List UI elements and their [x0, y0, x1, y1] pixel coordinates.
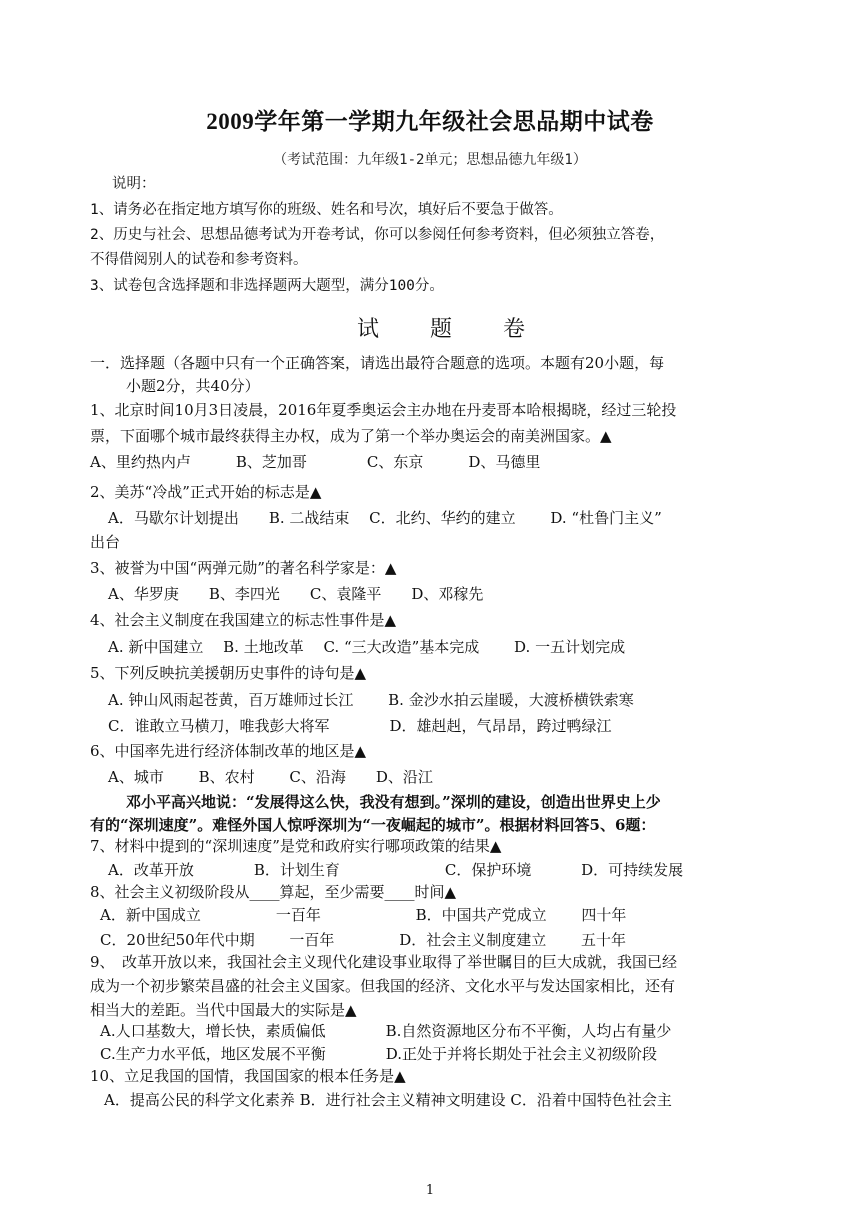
question-9-options-b: C.生产力水平低，地区发展不平衡 D.正处于并将长期处于社会主义初级阶段 [100, 1045, 657, 1063]
question-10: 10、立足我国的国情，我国国家的根本任务是▲ [90, 1067, 406, 1085]
question-2: 2、美苏“冷战”正式开始的标志是▲ [90, 483, 322, 501]
instructions-heading: 说明： [112, 176, 156, 192]
question-8-options-a: A．新中国成立 一百年 B．中国共产党成立 四十年 [100, 906, 627, 924]
instruction-item-1: 1、请务必在指定地方填写你的班级、姓名和号次，填好后不要急于做答。 [90, 202, 563, 218]
instruction-item-3: 3、试卷包含选择题和非选择题两大题型，满分100分。 [90, 278, 444, 294]
exam-title: 2009学年第一学期九年级社会思品期中试卷 [206, 109, 654, 134]
question-1-options: A、里约热内卢 B、芝加哥 C、东京 D、马德里 [90, 453, 541, 471]
instruction-item-2-cont: 不得借阅别人的试卷和参考资料。 [90, 252, 308, 268]
question-6: 6、中国率先进行经济体制改革的地区是▲ [90, 742, 367, 760]
question-10-options: A．提高公民的科学文化素养 B．进行社会主义精神文明建设 C．沿着中国特色社会主 [104, 1091, 672, 1109]
question-8: 8、社会主义初级阶段从____算起，至少需要____时间▲ [90, 883, 457, 901]
part-one-heading-cont: 小题2分，共40分） [126, 377, 260, 395]
instruction-item-2: 2、历史与社会、思想品德考试为开卷考试，你可以参阅任何参考资料，但必须独立答卷， [90, 227, 665, 243]
material-text-line-2: 有的“深圳速度”。难怪外国人惊呼深圳为“一夜崛起的城市”。根据材料回答5、6题： [90, 816, 656, 834]
part-one-heading: 一．选择题（各题中只有一个正确答案，请选出最符合题意的选项。本题有20小题，每 [90, 354, 665, 372]
question-1-line-1: 1、北京时间10月3日凌晨，2016年夏季奥运会主办地在丹麦哥本哈根揭晓，经过三轮投 [90, 401, 677, 419]
question-5: 5、下列反映抗美援朝历史事件的诗句是▲ [90, 664, 367, 682]
question-2-options-cont: 出台 [90, 533, 121, 551]
question-2-options: A．马歇尔计划提出 B. 二战结束 C．北约、华约的建立 D. “杜鲁门主义” [108, 509, 662, 527]
material-text-line-1: 邓小平高兴地说：“发展得这么快，我没有想到。”深圳的建设，创造出世界史上少 [126, 793, 661, 811]
question-3: 3、被誉为中国“两弹元勋”的著名科学家是：▲ [90, 559, 397, 577]
question-9-line-3: 相当大的差距。当代中国最大的实际是▲ [90, 1001, 357, 1019]
question-6-options: A、城市 B、农村 C、沿海 D、沿江 [108, 768, 433, 786]
question-5-options-b: C．谁敢立马横刀，唯我彭大将军 D．雄赳赳，气昂昂，跨过鸭绿江 [108, 717, 612, 735]
question-3-options: A、华罗庚 B、李四光 C、袁隆平 D、邓稼先 [108, 585, 484, 603]
question-8-options-b: C．20世纪50年代中期 一百年 D．社会主义制度建立 五十年 [100, 931, 626, 949]
page-number: 1 [425, 1183, 435, 1198]
question-9-line-1: 9、 改革开放以来，我国社会主义现代化建设事业取得了举世瞩目的巨大成就，我国已经 [90, 953, 678, 971]
question-1-line-2: 票，下面哪个城市最终获得主办权，成为了第一个举办奥运会的南美洲国家。▲ [90, 427, 612, 445]
exam-subtitle: （考试范围：九年级1-2单元；思想品德九年级1） [273, 152, 587, 168]
question-7-options: A．改革开放 B．计划生育 C．保护环境 D．可持续发展 [108, 861, 684, 879]
question-7: 7、材料中提到的“深圳速度”是党和政府实行哪项政策的结果▲ [90, 837, 502, 855]
question-5-options-a: A. 钟山风雨起苍黄，百万雄师过长江 B. 金沙水拍云崖暖，大渡桥横铁索寒 [108, 691, 634, 709]
question-9-line-2: 成为一个初步繁荣昌盛的社会主义国家。但我国的经济、文化水平与发达国家相比，还有 [90, 977, 676, 995]
question-9-options-a: A.人口基数大，增长快，素质偏低 B.自然资源地区分布不平衡，人均占有量少 [100, 1022, 672, 1040]
question-4: 4、社会主义制度在我国建立的标志性事件是▲ [90, 611, 397, 629]
question-4-options: A. 新中国建立 B. 土地改革 C. “三大改造”基本完成 D. 一五计划完成 [108, 638, 626, 656]
section-title: 试 题 卷 [357, 317, 547, 342]
